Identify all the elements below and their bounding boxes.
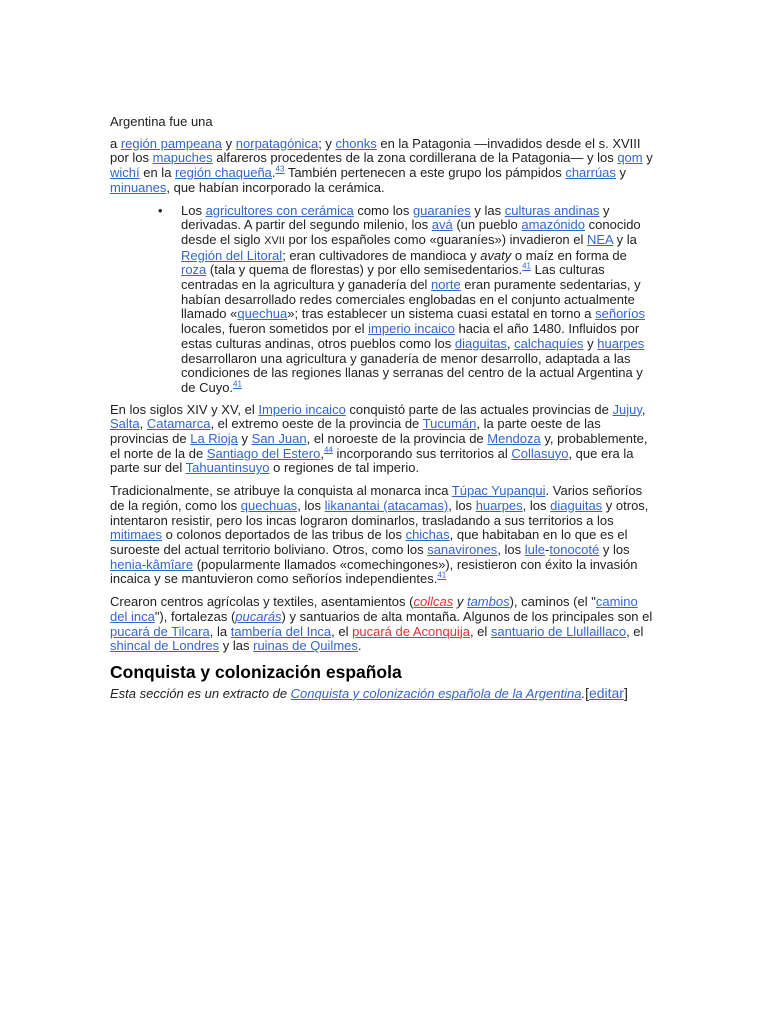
text: y — [615, 165, 627, 181]
text: ; eran cultivadores de mandioca y — [282, 247, 481, 263]
link-pucara-de-aconquija[interactable]: pucará de Aconquija — [352, 623, 470, 639]
link-region-pampeana[interactable]: región pampeana — [120, 135, 223, 151]
link-wichi[interactable]: wichí — [110, 165, 140, 181]
reference-link[interactable]: 41 — [522, 262, 531, 271]
text: , el — [626, 623, 644, 639]
link-norpatagonica[interactable]: norpatagónica — [235, 135, 319, 151]
link-ava[interactable]: avá — [431, 217, 453, 233]
intro-line: Argentina fue una — [110, 114, 213, 129]
link-agricultores-con-ceramica[interactable]: agricultores con cerámica — [205, 202, 354, 218]
text: eran puramente sedentarias, y habían desarrollado redes comerciales englobadas en el conjunto actualmente llamado « — [181, 277, 641, 322]
link-quechuas[interactable]: quechuas — [240, 497, 298, 513]
reference-44[interactable] — [324, 445, 333, 454]
link-minuanes[interactable]: minuanes — [110, 179, 167, 195]
text: por los españoles como «guaraníes») invadieron el — [284, 231, 587, 247]
link-imperio-incaico[interactable]: Imperio incaico — [258, 401, 346, 417]
link-pucara-de-tilcara[interactable]: pucará de Tilcara — [110, 623, 210, 639]
paragraph-centros-agricolas — [110, 595, 655, 654]
text: , — [641, 401, 646, 417]
link-san-juan[interactable]: San Juan — [251, 431, 307, 447]
text: Las culturas centradas en la agricultura y ganadería del — [181, 262, 605, 293]
text: , — [506, 335, 515, 351]
text: . Varios señoríos de la región, como los — [110, 483, 643, 513]
text: y — [453, 594, 467, 610]
link-norte[interactable]: norte — [431, 277, 461, 293]
section-heading: Conquista y colonización española — [110, 661, 402, 682]
link-collcas[interactable] — [413, 594, 453, 609]
text: desarrollaron una agricultura y ganadería de menor desarrollo, adaptada a las condiciones de las regiones llanas y serranas del centro de la actual Argentina y de Cuyo. — [181, 350, 643, 395]
text: y, probablemente, el norte de la de — [110, 431, 648, 461]
link-calchaquies[interactable]: calchaquíes — [514, 335, 584, 351]
link-shincal-de-londres[interactable]: shincal de Londres — [110, 638, 220, 654]
text: , los — [297, 497, 325, 513]
century-smallcaps: XVII — [264, 234, 285, 247]
link-mapuches[interactable]: mapuches — [152, 150, 213, 166]
text: , que habían incorporado la cerámica. — [166, 179, 385, 195]
text: conquistó parte de las actuales provincias de — [345, 401, 613, 417]
text: También pertenecen a este grupo los pámpidos — [284, 165, 566, 181]
reference-link[interactable]: 41 — [437, 571, 447, 581]
text: ) y santuarios de alta montaña. Algunos de los principales son el — [281, 608, 653, 624]
text: (popularmente llamados «comechingones»), resistieron con éxito la invasión incaica y se mantuvieron como señoríos independientes. — [110, 556, 638, 587]
text: . — [581, 685, 586, 701]
intro-paragraph: a región pampeana y norpatagónica; y chonks en la Patagonia —invadidos desde el s. XVIII por los mapuches alfareros procedentes de la zona cordillerana de la Patagonia— y los qom y wichí en la región chaqueña.$^{43}$ También pertenecen a este grupo los pámpidos charrúas y minuanes, que habían incorporado la cerámica. — [110, 135, 653, 195]
reference-link[interactable]: 43 — [275, 164, 285, 174]
link-catamarca[interactable]: Catamarca — [146, 416, 211, 432]
hatnote-text: Esta sección es un extracto de — [110, 685, 291, 701]
link-region-chaquena[interactable]: región chaqueña — [175, 165, 272, 181]
link-santuario-de-llullaillaco[interactable]: santuario de Llullaillaco — [490, 623, 627, 639]
text: ; y — [318, 135, 336, 151]
text: Los — [181, 202, 206, 218]
bullet-list — [110, 204, 655, 396]
link-chichas[interactable]: chichas — [405, 527, 450, 543]
link-region-del-litoral[interactable]: Región del Litoral — [181, 247, 283, 263]
text: , el noroeste de la provincia de — [306, 431, 488, 447]
text: ), caminos (el " — [509, 594, 596, 610]
link-guaranies[interactable]: guaraníes — [412, 202, 471, 218]
link-lule[interactable]: lule — [524, 541, 546, 557]
text: o colonos deportados de las tribus de los — [162, 527, 406, 543]
text: o regiones de tal imperio. — [269, 460, 420, 476]
hatnote — [110, 686, 655, 702]
reference-41[interactable] — [522, 262, 531, 271]
text: En los siglos XIV y XV, el — [110, 401, 259, 417]
text: y los — [599, 541, 630, 557]
text: alfareros procedentes de la zona cordillerana de la Patagonia— y los — [212, 150, 618, 166]
link-mitimaes[interactable]: mitimaes — [110, 527, 163, 543]
text: , — [139, 416, 147, 432]
link-roza[interactable]: roza — [181, 262, 207, 278]
reference-41[interactable] — [437, 571, 446, 580]
link-tupac-yupanqui[interactable]: Túpac Yupanqui — [451, 483, 546, 499]
text: , el extremo oeste de la provincia de — [210, 416, 423, 432]
reference-link[interactable]: 44 — [323, 445, 333, 455]
text: , los — [448, 497, 476, 513]
text: locales, fueron sometidos por el — [181, 321, 369, 337]
link-quechua[interactable]: quechua — [237, 306, 288, 322]
text: y — [642, 150, 653, 166]
link-label: tambos — [466, 594, 510, 610]
text: (tala y quema de florestas) y por ello semisedentarios. — [206, 262, 523, 278]
text: , la parte oeste de las provincias de — [110, 416, 601, 447]
text: - — [545, 541, 550, 557]
link-qom[interactable]: qom — [617, 150, 643, 166]
link-imperio-incaico[interactable]: imperio incaico — [368, 321, 455, 337]
link-tonocote[interactable]: tonocoté — [549, 541, 600, 557]
term-avaty: avaty — [480, 247, 512, 263]
text: , el — [469, 623, 491, 639]
link-label: pucarás — [235, 608, 282, 624]
text: y — [222, 135, 236, 151]
bracket: ] — [623, 684, 628, 701]
link-diaguitas[interactable]: diaguitas — [550, 497, 603, 513]
paragraph-conquista-inca — [110, 484, 655, 587]
link-likanantai[interactable]: likanantai (atacamas) — [324, 497, 449, 513]
text: a — [110, 135, 121, 151]
link-diaguitas[interactable]: diaguitas — [454, 335, 507, 351]
edit-section-link — [585, 685, 628, 701]
link-huarpes[interactable]: huarpes — [475, 497, 523, 513]
article-content — [110, 115, 655, 702]
text: , los — [497, 541, 525, 557]
text: y las — [470, 202, 505, 218]
reference-41[interactable] — [233, 380, 242, 389]
link-amazonido[interactable]: amazónido — [521, 217, 586, 233]
bullet-icon: • — [158, 202, 163, 218]
bracket: [ — [585, 684, 589, 701]
link-culturas-andinas[interactable]: culturas andinas — [504, 202, 600, 218]
link-la-rioja[interactable]: La Rioja — [190, 431, 238, 447]
link-main-article[interactable]: Conquista y colonización española de la Argentina — [290, 685, 582, 701]
link-tahuantinsuyo[interactable]: Tahuantinsuyo — [185, 460, 270, 476]
text: Tradicionalmente, se atribuye la conquista al monarca inca — [110, 483, 452, 499]
text: »; tras establecer un sistema cuasi estatal en torno a — [287, 306, 596, 322]
link-collasuyo[interactable]: Collasuyo — [511, 445, 569, 461]
text: y las — [219, 638, 254, 654]
link-senorios[interactable]: señoríos — [595, 306, 645, 322]
text: y la — [613, 231, 637, 247]
link-chonks[interactable]: chonks — [335, 135, 377, 151]
link-salta[interactable]: Salta — [110, 416, 140, 432]
paragraph-imperio-incaico — [110, 403, 655, 477]
text: , que era la parte sur del — [110, 445, 634, 476]
link-mendoza[interactable]: Mendoza — [487, 431, 541, 447]
link-tucuman[interactable]: Tucumán — [422, 416, 477, 432]
text: y — [237, 431, 252, 447]
text: , el — [331, 623, 353, 639]
link-sanavirones[interactable]: sanavirones — [427, 541, 498, 557]
text: , la — [209, 623, 231, 639]
text: y otros, intentaron resistir, pero los incas lograron dominarlos, trasladando a sus territorios a los — [110, 497, 649, 528]
link-santiago-del-estero[interactable]: Santiago del Estero — [206, 445, 321, 461]
text: incorporando sus territorios al — [332, 445, 512, 461]
link-label: collcas — [413, 594, 454, 610]
text: , que habitaban en lo que es el suroeste del actual territorio boliviano. Otros, como los — [110, 527, 628, 557]
list-item — [158, 202, 655, 396]
link-tambos[interactable] — [467, 594, 510, 609]
link-jujuy[interactable]: Jujuy — [612, 401, 642, 417]
link-henia-kamiare[interactable]: henia-kâmîare — [110, 556, 194, 572]
text: Crearon centros agrícolas y textiles, asentamientos ( — [110, 594, 414, 610]
text: conocido desde el siglo — [181, 217, 641, 247]
text: y — [583, 335, 598, 351]
text: hacia el año 1480. Influidos por estas culturas andinas, otros pueblos como los — [181, 321, 640, 351]
reference-link[interactable]: 41 — [233, 379, 242, 389]
text: , — [320, 445, 324, 461]
link-ruinas-de-quilmes[interactable]: ruinas de Quilmes — [253, 638, 358, 654]
link-tamberia-del-inca[interactable]: tambería del Inca — [230, 623, 332, 639]
text: y derivadas. A partir del segundo milenio, los — [181, 202, 610, 233]
text: . — [357, 638, 362, 654]
text: en la Patagonia —invadidos desde el s. XVIII por los — [110, 135, 641, 166]
link-nea[interactable]: NEA — [587, 231, 614, 247]
edit-link[interactable]: editar — [588, 684, 624, 701]
text: (un pueblo — [452, 217, 522, 233]
text: como los — [353, 202, 413, 218]
link-pucaras[interactable] — [235, 609, 281, 624]
link-charruas[interactable]: charrúas — [565, 165, 616, 181]
text: , los — [522, 497, 551, 513]
link-huarpes[interactable]: huarpes — [597, 335, 645, 351]
text: o maíz en forma de — [511, 247, 627, 263]
text: en la — [139, 165, 176, 181]
text: "), fortalezas ( — [154, 608, 236, 624]
link-camino-del-inca[interactable]: camino del inca — [110, 594, 638, 624]
